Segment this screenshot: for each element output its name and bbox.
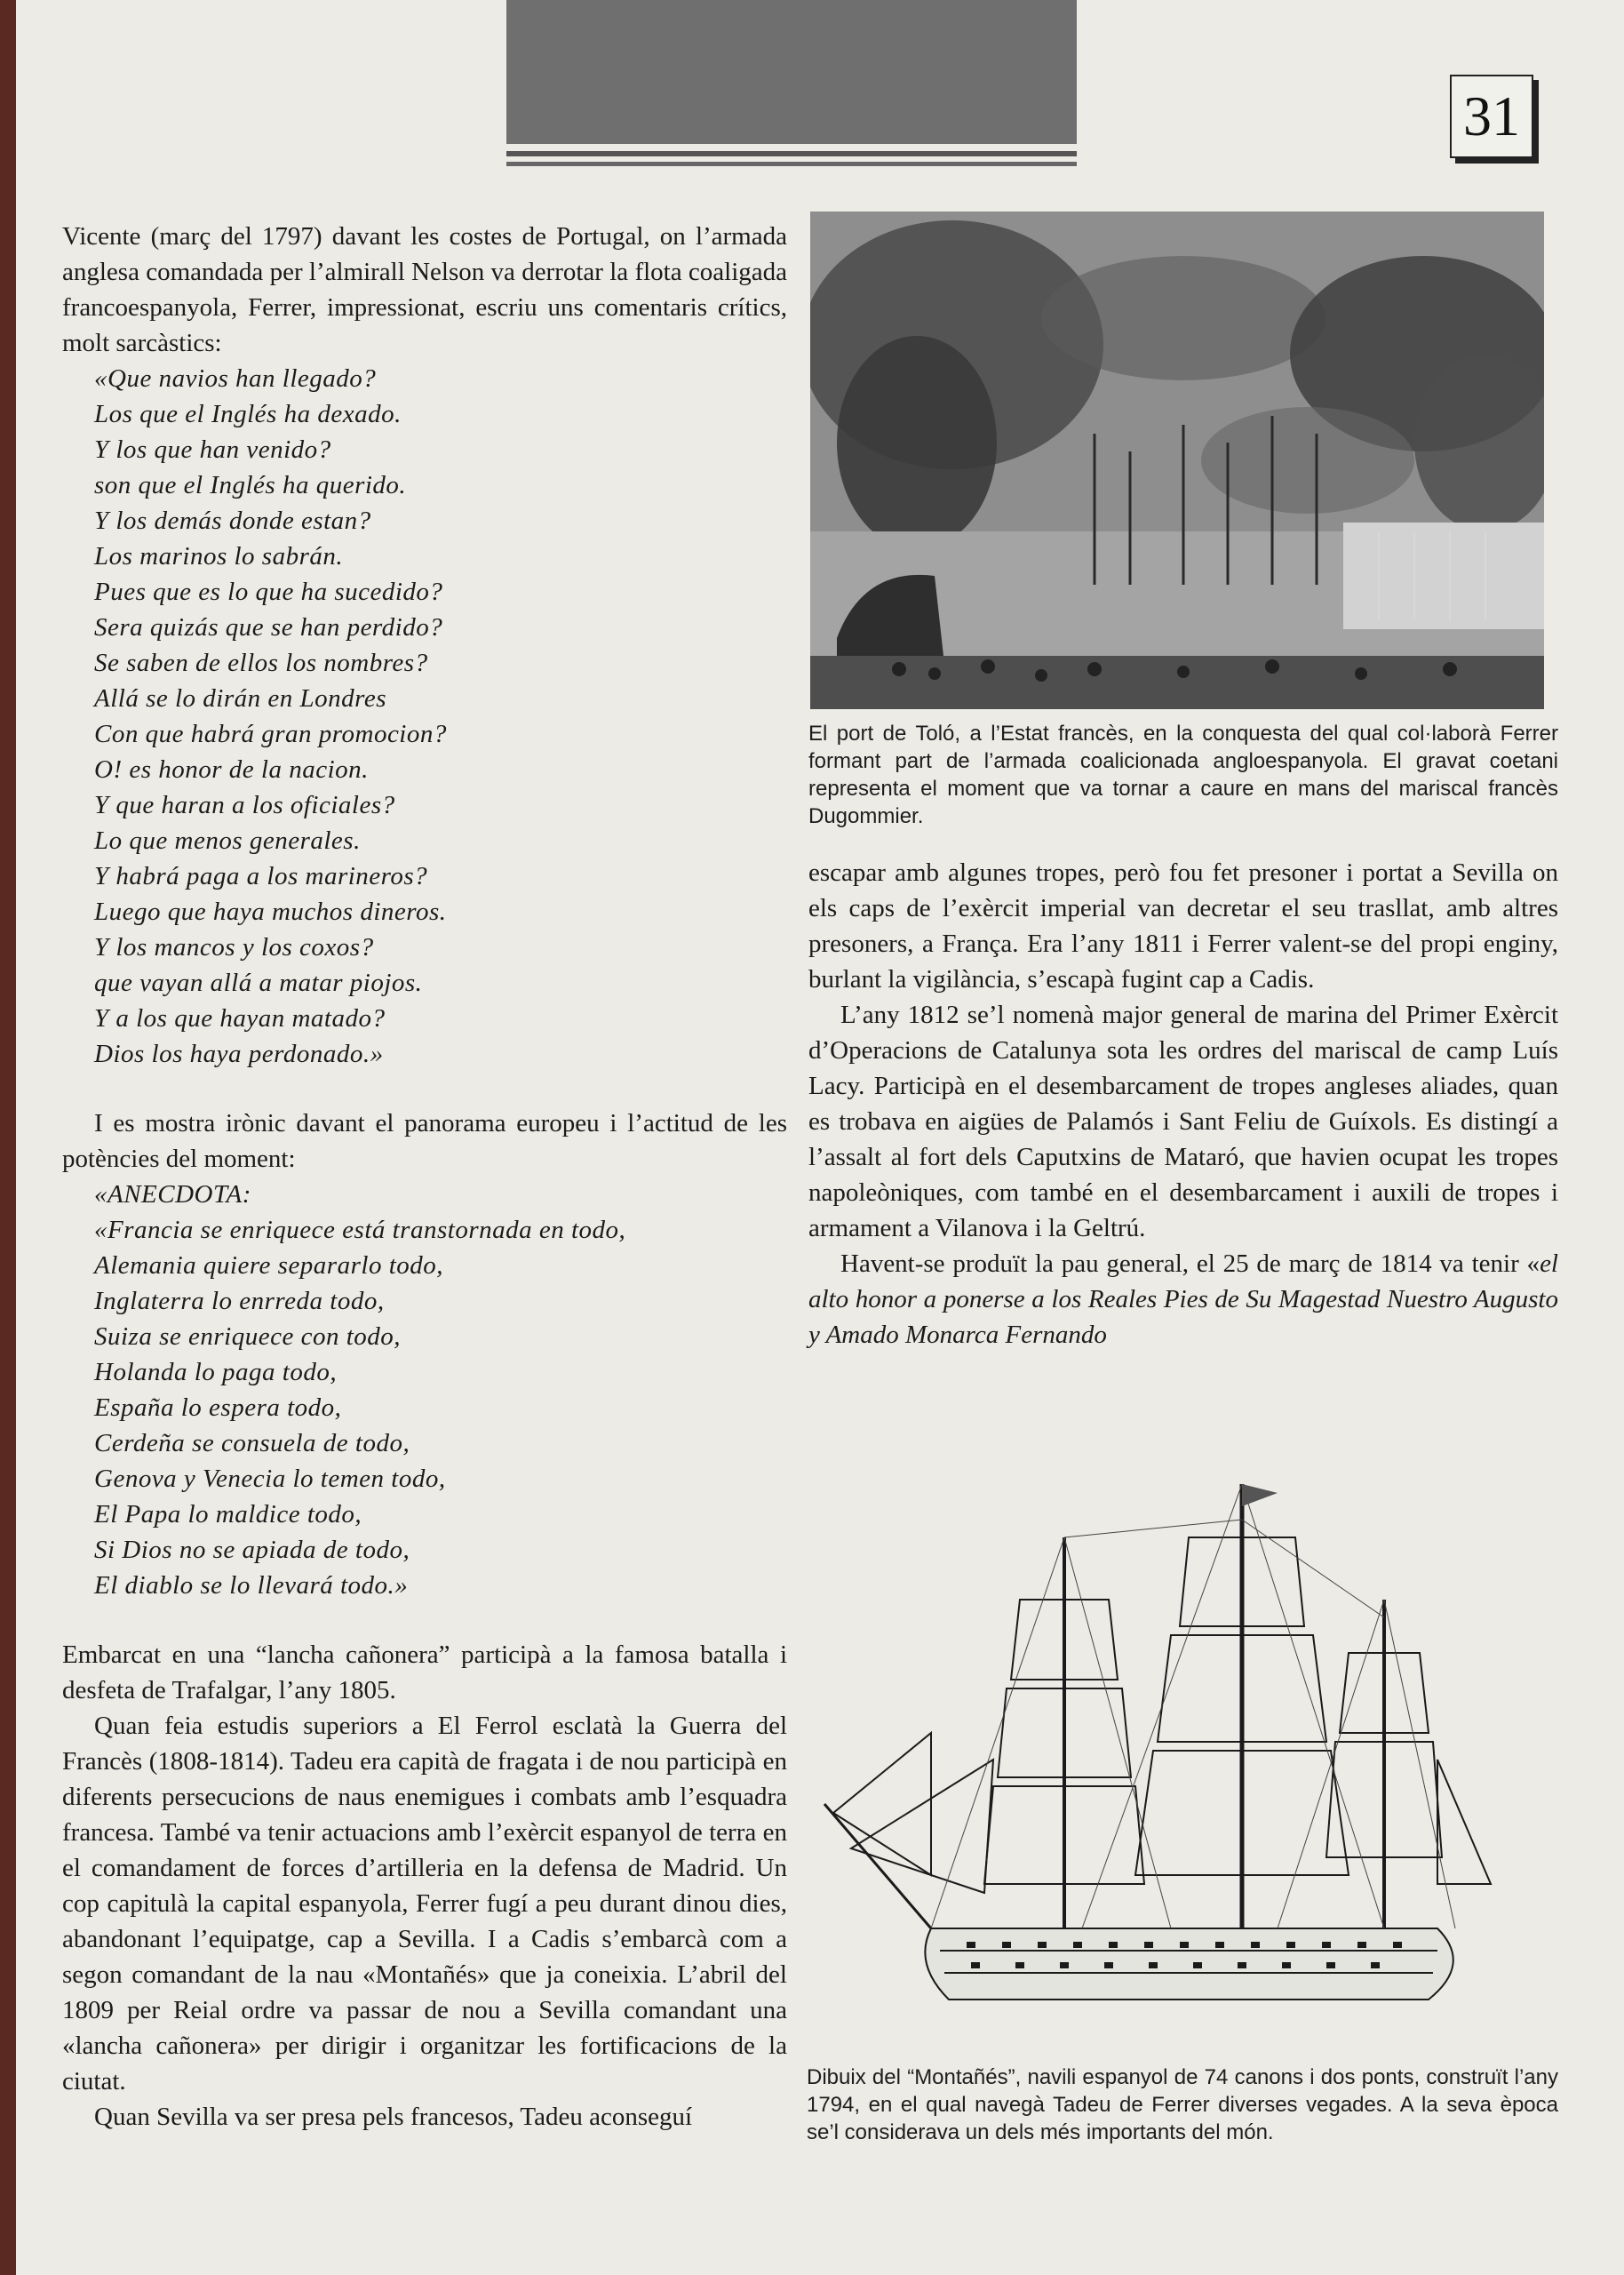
- verse-line: Y que haran a los oficiales?: [94, 791, 395, 819]
- trafalgar-paragraph: Embarcat en una “lancha cañonera” participà a la famosa batalla i desfeta de Trafalgar, l’any 1805.: [62, 1640, 787, 1704]
- verse-line: Los marinos lo sabrán.: [94, 542, 344, 571]
- ironic-paragraph: I es mostra irònic davant el panorama europeu i l’actitud de les potències del moment:: [62, 1109, 787, 1173]
- verse-line: Luego que haya muchos dineros.: [94, 898, 447, 926]
- verse-line: Genova y Venecia lo temen todo,: [94, 1465, 446, 1493]
- page-number: 31: [1450, 75, 1533, 158]
- header-rule: [506, 151, 1077, 156]
- montanes-ship-drawing: [816, 1466, 1526, 2044]
- intro-paragraph: Vicente (març del 1797) davant les costes de Portugal, on l’armada anglesa comandada per l’almirall Nelson va derrotar la flota coaligada francoespanyola, Ferrer, impressionat, escriu uns comentaris crítics, molt sarcàstics:: [62, 222, 787, 357]
- verse-line: O! es honor de la nacion.: [94, 755, 369, 784]
- verse-line: Pues que es lo que ha sucedido?: [94, 578, 443, 606]
- book-page: [16, 0, 1624, 2275]
- right-column: [808, 855, 1558, 1353]
- toulon-caption: El port de Toló, a l’Estat francès, en la conquesta del qual col·laborà Ferrer formant part de l’armada coalicionada angloespanyola. El gravat coetani representa el moment que va tornar a caure en mans del mariscal francès Dugommier.: [808, 722, 1558, 828]
- verse-line: Con que habrá gran promocion?: [94, 720, 447, 748]
- verse-line: Cerdeña se consuela de todo,: [94, 1429, 410, 1457]
- header-decor-block: [506, 0, 1077, 144]
- header-rule: [506, 162, 1077, 166]
- verse-line: Y los que han venido?: [94, 435, 331, 464]
- year-1812-paragraph: L’any 1812 se’l nomenà major general de marina del Primer Exèrcit d’Operacions de Catalunya sota les ordres del mariscal de camp Luís Lacy. Participà en el desembarcament de tropes angleses aliades, quan es trobava en aigües de Palamós i Sant Feliu de Guíxols. Es distingí a l’assalt al fort dels Caputxins de Mataró, que havien ocupat les tropes napoleòniques, com també en el desembarcament i auxili de tropes i armament a Vilanova i la Geltrú.: [808, 1001, 1558, 1242]
- poem-navios: [62, 361, 787, 1072]
- escape-paragraph: escapar amb algunes tropes, però fou fet presoner i portat a Sevilla on els caps de l’exèrcit imperial van decretar el seu trasllat, amb altres presoners, a França. Era l’any 1811 i Ferrer valent-se del propi enginy, burlant la vigilància, s’escapà fugint cap a Cadis.: [808, 858, 1558, 994]
- verse-line: Se saben de ellos los nombres?: [94, 649, 428, 677]
- verse-line: «Francia se enriquece está transtornada en todo,: [94, 1216, 626, 1244]
- year-1814-paragraph: Havent-se produït la pau general, el 25 de març de 1814 va tenir «el alto honor a ponerse a los Reales Pies de Su Magestad Nuestro Augusto y Amado Monarca Fernando: [808, 1249, 1558, 1349]
- left-column: [62, 219, 787, 2135]
- verse-line: Sera quizás que se han perdido?: [94, 613, 443, 642]
- verse-line: Y a los que hayan matado?: [94, 1004, 386, 1033]
- verse-line: Y habrá paga a los marineros?: [94, 862, 428, 890]
- sevilla-paragraph: Quan Sevilla va ser presa pels francesos, Tadeu aconseguí: [94, 2103, 693, 2131]
- verse-line: Alemania quiere separarlo todo,: [94, 1251, 443, 1280]
- verse-line: El Papa lo maldice todo,: [94, 1500, 362, 1529]
- verse-line: Dios los haya perdonado.»: [94, 1040, 384, 1068]
- verse-line: Los que el Inglés ha dexado.: [94, 400, 402, 428]
- verse-line: «Que navios han llegado?: [94, 364, 377, 393]
- verse-line: Lo que menos generales.: [94, 826, 361, 855]
- verse-line: Inglaterra lo enrreda todo,: [94, 1287, 385, 1315]
- verse-line: son que el Inglés ha querido.: [94, 471, 407, 499]
- toulon-port-engraving: [810, 212, 1544, 709]
- verse-line: Suiza se enriquece con todo,: [94, 1322, 402, 1351]
- verse-line: que vayan allá a matar piojos.: [94, 969, 423, 997]
- ferrol-paragraph: Quan feia estudis superiors a El Ferrol esclatà la Guerra del Francès (1808-1814). Tadeu era capità de fragata i de nou participà en diferents persecucions de naus enemigues i combats amb l’esquadra francesa. També va tenir actuacions amb l’exèrcit espanyol de terra en el comandament de forces d’artilleria en la defensa de Madrid. Un cop capitulà la capital espanyola, Ferrer fugí a peu durant dinou dies, abandonant l’equipatge, cap a Sevilla. I a Cadis s’embarcà com a segon comandant de la nau «Montañés» que ja coneixia. L’abril del 1809 per Reial ordre va passar de nou a Sevilla comandant una «lancha cañonera» per dirigir i organitzar les fortificacions de la ciutat.: [62, 1712, 787, 2095]
- montanes-caption: Dibuix del “Montañés”, navili espanyol de 74 canons i dos ponts, construït l’any 1794, en el qual navegà Tadeu de Ferrer diverses vegades. A la seva època se’l considerava un dels més importants del món.: [807, 2065, 1558, 2144]
- verse-line: El diablo se lo llevará todo.»: [94, 1571, 409, 1600]
- verse-line: «ANECDOTA:: [94, 1180, 251, 1209]
- verse-line: Holanda lo paga todo,: [94, 1358, 338, 1386]
- verse-line: Y los demás donde estan?: [94, 507, 371, 535]
- verse-line: Allá se lo dirán en Londres: [94, 684, 387, 713]
- verse-line: Y los mancos y los coxos?: [94, 933, 374, 962]
- verse-line: España lo espera todo,: [94, 1393, 342, 1422]
- verse-line: Si Dios no se apiada de todo,: [94, 1536, 410, 1564]
- poem-anecdota: [62, 1177, 787, 1603]
